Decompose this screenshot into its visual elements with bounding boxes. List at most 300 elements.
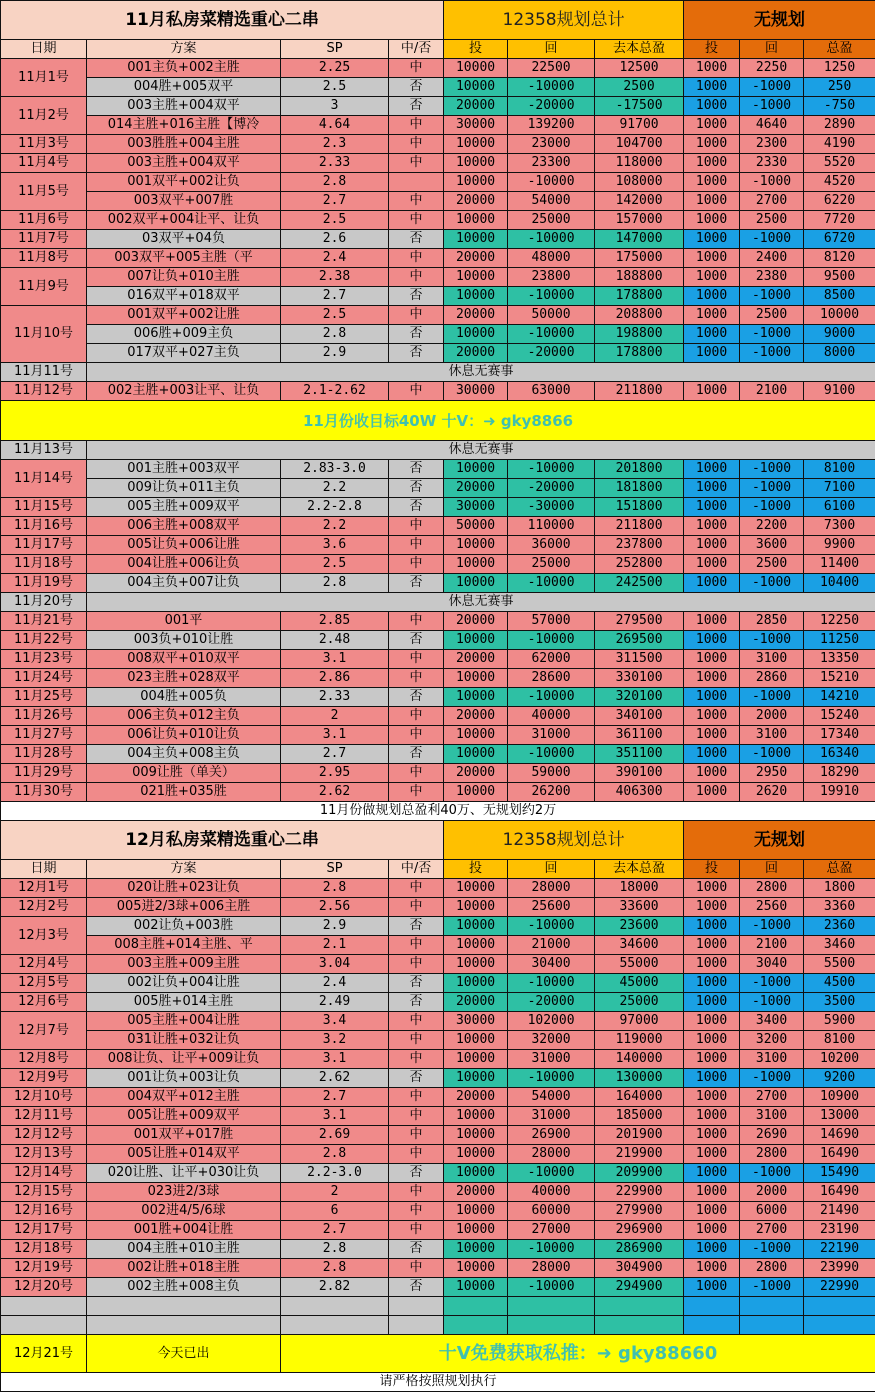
return-cell: -10000 [508,230,595,249]
column-header: 总盈 [804,40,875,59]
sp-cell: 2.8 [281,173,389,192]
date-cell: 11月13号 [1,441,87,460]
net-profit-cell: 304900 [595,1259,684,1278]
date-cell: 11月7号 [1,230,87,249]
noplan-total-cell: 6720 [804,230,875,249]
scheme-cell: 008让负、让平+009让负 [87,1050,281,1069]
result-cell: 中 [389,612,444,631]
noplan-total-cell: 19910 [804,783,875,802]
result-cell: 中 [389,382,444,401]
sp-cell: 3.1 [281,1107,389,1126]
return-cell: -10000 [508,974,595,993]
sp-cell: 2.8 [281,1145,389,1164]
scheme-cell: 009让胜（单关） [87,764,281,783]
scheme-cell: 009让负+011主负 [87,479,281,498]
result-cell: 中 [389,1088,444,1107]
noplan-return-cell: 2620 [740,783,804,802]
net-profit-cell: 296900 [595,1221,684,1240]
sp-cell: 2.49 [281,993,389,1012]
noplan-stake-cell: 1000 [684,1164,740,1183]
sp-cell: 2.82 [281,1278,389,1297]
noplan-total-cell: 9500 [804,268,875,287]
net-profit-cell: 201900 [595,1126,684,1145]
date-cell: 11月17号 [1,536,87,555]
net-profit-cell: 211800 [595,517,684,536]
net-profit-cell: 157000 [595,211,684,230]
noplan-total-cell: 21490 [804,1202,875,1221]
noplan-total-cell: 6100 [804,498,875,517]
date-cell: 11月3号 [1,135,87,154]
noplan-stake-cell: 1000 [684,688,740,707]
stake-cell: 10000 [444,917,508,936]
net-profit-cell: 211800 [595,382,684,401]
noplan-stake-cell: 1000 [684,974,740,993]
noplan-return-cell: 2500 [740,306,804,325]
sp-cell: 2.33 [281,154,389,173]
noplan-stake-cell: 1000 [684,498,740,517]
noplan-total-cell: 7100 [804,479,875,498]
date-cell: 11月23号 [1,650,87,669]
noplan-stake-cell: 1000 [684,211,740,230]
column-header: 去本总盈 [595,40,684,59]
net-profit-cell: 147000 [595,230,684,249]
sp-cell: 2.5 [281,555,389,574]
noplan-return-cell: 3040 [740,955,804,974]
sp-cell: 2.8 [281,325,389,344]
noplan-stake-cell: 1000 [684,78,740,97]
stake-cell: 10000 [444,631,508,650]
noplan-stake-cell: 1000 [684,382,740,401]
column-header: SP [281,860,389,879]
column-header: 方案 [87,40,281,59]
scheme-cell: 003主胜+004双平 [87,97,281,116]
scheme-cell: 006主负+012主负 [87,707,281,726]
scheme-cell: 003主胜+004双平 [87,154,281,173]
noplan-total-cell: 5500 [804,955,875,974]
noplan-return-cell: 2400 [740,249,804,268]
noplan-stake-cell: 1000 [684,1126,740,1145]
noplan-return-cell: 2200 [740,517,804,536]
stake-cell: 30000 [444,116,508,135]
net-profit-cell: 33600 [595,898,684,917]
result-cell: 中 [389,955,444,974]
return-cell: -10000 [508,173,595,192]
date-cell: 11月5号 [1,173,87,211]
return-cell: 23800 [508,268,595,287]
noplan-stake-cell: 1000 [684,764,740,783]
net-profit-cell: 311500 [595,650,684,669]
table-row [1,783,875,802]
stake-cell: 10000 [444,1164,508,1183]
result-cell: 中 [389,555,444,574]
scheme-cell: 003双平+005主胜（平 [87,249,281,268]
rest-day-note: 休息无赛事 [87,363,875,382]
result-cell: 中 [389,1259,444,1278]
table-row [1,479,875,498]
noplan-return-cell: 2500 [740,211,804,230]
stake-cell: 10000 [444,154,508,173]
noplan-return-cell: 2690 [740,1126,804,1145]
sp-cell: 2.1 [281,936,389,955]
result-cell: 中 [389,1126,444,1145]
noplan-total-cell: 10000 [804,306,875,325]
result-cell: 否 [389,917,444,936]
date-cell: 11月2号 [1,97,87,135]
noplan-return-cell: 2700 [740,192,804,211]
net-profit-cell: 185000 [595,1107,684,1126]
date-cell: 11月4号 [1,154,87,173]
sp-cell: 2.7 [281,1221,389,1240]
scheme-cell: 005主胜+004让胜 [87,1012,281,1031]
table-row [1,936,875,955]
return-cell: 27000 [508,1221,595,1240]
table-row [1,764,875,783]
date-cell: 11月26号 [1,707,87,726]
return-cell: 60000 [508,1202,595,1221]
scheme-cell: 020让胜+023让负 [87,879,281,898]
stake-cell: 10000 [444,555,508,574]
result-cell: 否 [389,745,444,764]
stake-cell: 10000 [444,78,508,97]
sp-cell: 2.95 [281,764,389,783]
net-profit-cell: 104700 [595,135,684,154]
result-cell: 否 [389,574,444,593]
noplan-stake-cell: 1000 [684,1107,740,1126]
net-profit-cell: 130000 [595,1069,684,1088]
stake-cell: 10000 [444,1145,508,1164]
noplan-stake-cell: 1000 [684,1145,740,1164]
noplan-return-cell: -1000 [740,287,804,306]
table-row [1,325,875,344]
noplan-total-cell: 8120 [804,249,875,268]
sp-cell: 2.6 [281,230,389,249]
date-cell: 11月10号 [1,306,87,363]
stake-cell: 10000 [444,1031,508,1050]
noplan-total-cell: 23990 [804,1259,875,1278]
sp-cell: 3.1 [281,1050,389,1069]
net-profit-cell: 198800 [595,325,684,344]
result-cell: 中 [389,707,444,726]
stake-cell: 10000 [444,783,508,802]
return-cell: -10000 [508,1069,595,1088]
sp-cell: 2.9 [281,344,389,363]
noplan-total-cell: 7300 [804,517,875,536]
noplan-return-cell: -1000 [740,498,804,517]
table-row [1,650,875,669]
result-cell: 中 [389,764,444,783]
noplan-stake-cell: 1000 [684,707,740,726]
result-cell: 中 [389,211,444,230]
scheme-cell: 004胜+005负 [87,688,281,707]
empty-cell [444,1316,508,1335]
return-cell: 36000 [508,536,595,555]
stake-cell: 20000 [444,612,508,631]
empty-cell [389,1297,444,1316]
result-cell: 中 [389,116,444,135]
empty-cell [281,1297,389,1316]
date-cell: 11月12号 [1,382,87,401]
return-cell: 30400 [508,955,595,974]
noplan-return-cell: -1000 [740,688,804,707]
table-row [1,249,875,268]
net-profit-cell: 340100 [595,707,684,726]
net-profit-cell: 18000 [595,879,684,898]
noplan-return-cell: -1000 [740,631,804,650]
sp-cell: 2.62 [281,783,389,802]
noplan-stake-cell: 1000 [684,1012,740,1031]
noplan-stake-cell: 1000 [684,783,740,802]
noplan-return-cell: 2500 [740,555,804,574]
net-profit-cell: 142000 [595,192,684,211]
table-row [1,498,875,517]
stake-cell: 10000 [444,1202,508,1221]
table-row [1,268,875,287]
column-header: 投 [444,40,508,59]
sp-cell: 2.8 [281,574,389,593]
return-cell: -10000 [508,460,595,479]
date-cell: 12月9号 [1,1069,87,1088]
return-cell: 31000 [508,1050,595,1069]
stake-cell: 20000 [444,192,508,211]
noplan-return-cell: 2800 [740,879,804,898]
table-row [1,1126,875,1145]
noplan-total-cell: 11250 [804,631,875,650]
noplan-stake-cell: 1000 [684,669,740,688]
table-row [1,612,875,631]
scheme-cell: 016双平+018双平 [87,287,281,306]
sp-cell: 2.4 [281,974,389,993]
date-cell: 12月6号 [1,993,87,1012]
scheme-cell: 007让负+010主胜 [87,268,281,287]
stake-cell: 20000 [444,249,508,268]
noplan-return-cell: 2860 [740,669,804,688]
stake-cell: 50000 [444,517,508,536]
net-profit-cell: 361100 [595,726,684,745]
column-header: 方案 [87,860,281,879]
scheme-cell: 006主胜+008双平 [87,517,281,536]
noplan-stake-cell: 1000 [684,993,740,1012]
table-row [1,382,875,401]
table-row [1,574,875,593]
scheme-cell: 001主负+002主胜 [87,59,281,78]
noplan-total-cell: 2360 [804,917,875,936]
noplan-return-cell: 2800 [740,1145,804,1164]
date-cell: 12月7号 [1,1012,87,1050]
empty-cell [804,1316,875,1335]
table-row [1,879,875,898]
stake-cell: 30000 [444,498,508,517]
noplan-total-cell: 3360 [804,898,875,917]
column-header: 中/否 [389,40,444,59]
stake-cell: 10000 [444,1221,508,1240]
table-row [1,517,875,536]
table-row [1,441,875,460]
net-profit-cell: 219900 [595,1145,684,1164]
result-cell: 否 [389,1069,444,1088]
return-cell: -10000 [508,574,595,593]
stake-cell: 10000 [444,230,508,249]
scheme-cell: 031让胜+032让负 [87,1031,281,1050]
net-profit-cell: 140000 [595,1050,684,1069]
column-header: 中/否 [389,860,444,879]
result-cell: 中 [389,879,444,898]
noplan-return-cell: -1000 [740,1278,804,1297]
result-cell: 中 [389,1050,444,1069]
result-cell: 中 [389,726,444,745]
net-profit-cell: 108000 [595,173,684,192]
sp-cell: 2.5 [281,306,389,325]
result-cell: 中 [389,154,444,173]
empty-cell [508,1316,595,1335]
noplan-total-cell: 16490 [804,1183,875,1202]
noplan-total-cell: 4500 [804,974,875,993]
result-cell: 中 [389,1145,444,1164]
table-row [1,917,875,936]
scheme-cell: 003负+010让胜 [87,631,281,650]
sp-cell: 3.2 [281,1031,389,1050]
net-profit-cell: -17500 [595,97,684,116]
noplan-stake-cell: 1000 [684,344,740,363]
table-row [1,116,875,135]
noplan-return-cell: -1000 [740,574,804,593]
scheme-cell: 002让负+003胜 [87,917,281,936]
net-profit-cell: 279500 [595,612,684,631]
scheme-cell: 004胜+005双平 [87,78,281,97]
date-cell: 11月9号 [1,268,87,306]
noplan-total-cell: 22190 [804,1240,875,1259]
table-row [1,555,875,574]
return-cell: 48000 [508,249,595,268]
date-cell: 12月20号 [1,1278,87,1297]
stake-cell: 20000 [444,344,508,363]
november-summary: 11月份做规划总盈利40万、无规划约2万 [1,802,875,821]
date-cell: 11月30号 [1,783,87,802]
noplan-total-cell: 9000 [804,325,875,344]
sp-cell: 2.62 [281,1069,389,1088]
return-cell: 25600 [508,898,595,917]
noplan-return-cell: 2100 [740,382,804,401]
stake-cell: 10000 [444,460,508,479]
noplan-total-cell: 6220 [804,192,875,211]
return-cell: 102000 [508,1012,595,1031]
date-cell: 12月10号 [1,1088,87,1107]
stake-cell: 30000 [444,382,508,401]
stake-cell: 20000 [444,1088,508,1107]
noplan-stake-cell: 1000 [684,517,740,536]
date-cell: 12月15号 [1,1183,87,1202]
empty-cell [281,1316,389,1335]
empty-cell [444,1297,508,1316]
sp-cell: 3.1 [281,726,389,745]
noplan-return-cell: 2250 [740,59,804,78]
date-cell: 11月8号 [1,249,87,268]
noplan-return-cell: 3100 [740,1107,804,1126]
section-title: 12月私房菜精选重心二串 [1,821,444,860]
date-cell: 12月3号 [1,917,87,955]
net-profit-cell: 175000 [595,249,684,268]
result-cell: 中 [389,1107,444,1126]
return-cell: -10000 [508,745,595,764]
sp-cell: 2.5 [281,211,389,230]
table-row [1,1259,875,1278]
noplan-return-cell: -1000 [740,1240,804,1259]
noplan-stake-cell: 1000 [684,1088,740,1107]
stake-cell: 20000 [444,650,508,669]
stake-cell: 20000 [444,97,508,116]
sp-cell: 2.7 [281,192,389,211]
sp-cell: 2.85 [281,612,389,631]
noplan-total-cell: 5900 [804,1012,875,1031]
noplan-return-cell: 2000 [740,707,804,726]
table-row [1,1278,875,1297]
empty-cell [804,1297,875,1316]
scheme-cell: 014主胜+016主胜【博冷 [87,116,281,135]
sp-cell: 2.56 [281,898,389,917]
noplan-return-cell: 3600 [740,536,804,555]
column-header: 回 [740,40,804,59]
sp-cell: 2 [281,707,389,726]
stake-cell: 20000 [444,764,508,783]
stake-cell: 10000 [444,1050,508,1069]
result-cell: 中 [389,669,444,688]
stake-cell: 10000 [444,1278,508,1297]
table-row [1,726,875,745]
scheme-cell: 001双平+017胜 [87,1126,281,1145]
noplan-stake-cell: 1000 [684,460,740,479]
net-profit-cell: 294900 [595,1278,684,1297]
sp-cell: 6 [281,1202,389,1221]
noplan-stake-cell: 1000 [684,612,740,631]
net-profit-cell: 237800 [595,536,684,555]
noplan-stake-cell: 1000 [684,574,740,593]
stake-cell: 10000 [444,1259,508,1278]
return-cell: 139200 [508,116,595,135]
table-row [1,211,875,230]
noplan-total-cell: 7720 [804,211,875,230]
column-header: 投 [444,860,508,879]
return-cell: -20000 [508,479,595,498]
noplan-total-cell: 10200 [804,1050,875,1069]
return-cell: 63000 [508,382,595,401]
table-row [1,707,875,726]
column-header: 去本总盈 [595,860,684,879]
sp-cell: 2.69 [281,1126,389,1145]
scheme-cell: 023主胜+028双平 [87,669,281,688]
noplan-return-cell: -1000 [740,974,804,993]
return-cell: 28000 [508,1259,595,1278]
noplan-stake-cell: 1000 [684,479,740,498]
net-profit-cell: 252800 [595,555,684,574]
noplan-stake-cell: 1000 [684,268,740,287]
stake-cell: 10000 [444,173,508,192]
sp-cell: 3 [281,97,389,116]
result-cell: 否 [389,1240,444,1259]
result-cell: 中 [389,936,444,955]
table-row [1,536,875,555]
date-cell: 12月5号 [1,974,87,993]
date-cell: 11月21号 [1,612,87,631]
table-row [1,1050,875,1069]
column-header: SP [281,40,389,59]
noplan-return-cell: 2330 [740,154,804,173]
net-profit-cell: 242500 [595,574,684,593]
net-profit-cell: 406300 [595,783,684,802]
noplan-total-cell: 3460 [804,936,875,955]
scheme-cell: 002双平+004让平、让负 [87,211,281,230]
noplan-stake-cell: 1000 [684,631,740,650]
noplan-total-cell: 9100 [804,382,875,401]
noplan-stake-cell: 1000 [684,1221,740,1240]
